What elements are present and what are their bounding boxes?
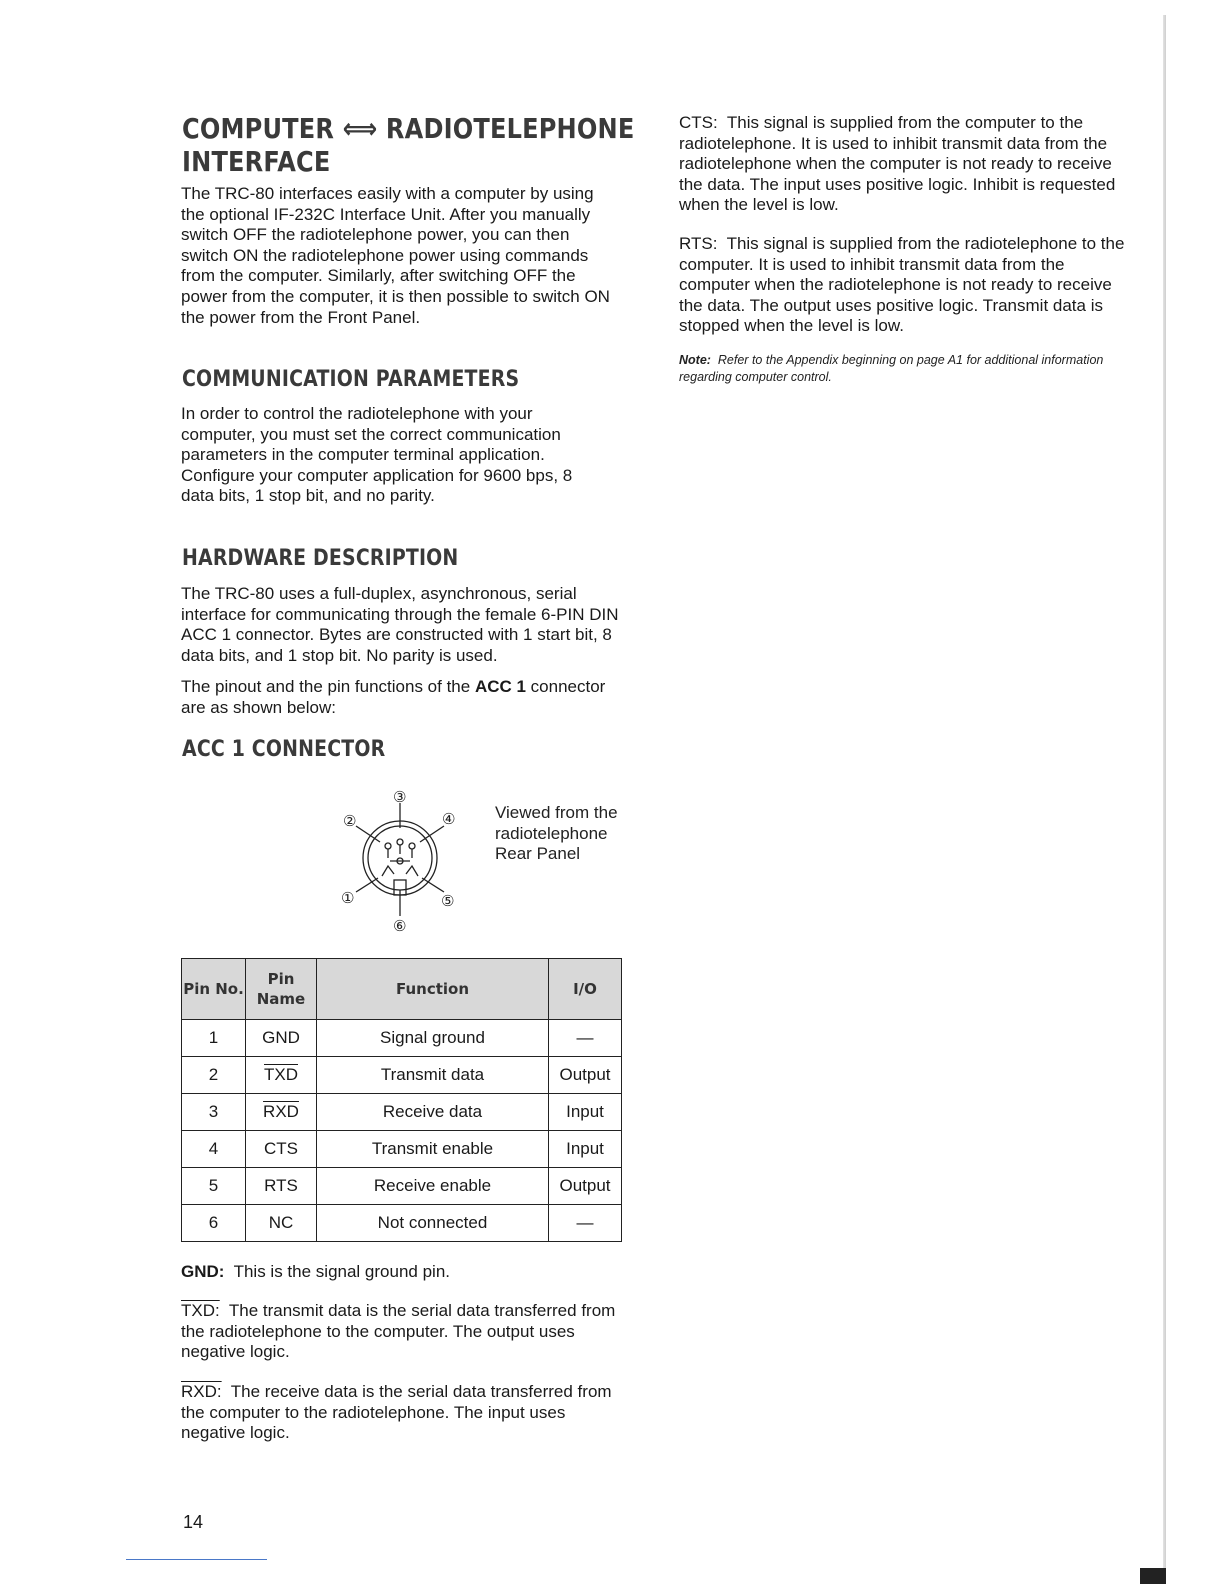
page-edge-shadow [1163,15,1166,1584]
rts-description: RTS: This signal is supplied from the radiotelephone to the computer. It is used to inhibit transmit data from the computer when the radiotelephone is not ready to receive the data. The output uses positive logic. Transmit data is stopped when the level is low. [679,234,1125,336]
cts-label: CTS: [679,113,718,132]
pin-label-4: ④ [442,810,456,828]
page-corner-shadow [1140,1568,1166,1584]
header-pin-no: Pin No. [182,959,246,1020]
rxd-description: RXD: The receive data is the serial data transferred from the computer to the radiotelephone. The input uses negative logic. [181,1382,612,1443]
page-number: 14 [183,1512,204,1532]
pin-label-2: ② [343,812,357,830]
table-row [182,1057,622,1094]
pin-label-6: ⑥ [393,917,407,935]
cell-name: $\overline{TXD}$ [246,1057,317,1094]
footer-divider [126,1559,267,1560]
header-pin-name: Pin Name [246,959,317,1020]
header-io: I/O [549,959,622,1020]
table-row [182,1205,622,1242]
acc1-bold: ACC 1 [474,677,526,696]
title-computer: COMPUTER [182,112,335,145]
cell-function: Receive data [317,1094,549,1131]
cell-function: Not connected [317,1205,549,1242]
rxd-label: RXD: [181,1382,222,1401]
din-connector-diagram [338,786,468,936]
cell-name: GND [246,1020,317,1057]
cell-name: RTS [246,1168,317,1205]
cell-io: Input [549,1094,622,1131]
bidirectional-arrow-icon: ⟺ [342,112,378,145]
section-title-interface-line2: INTERFACE [182,145,331,178]
intro-paragraph: The TRC-80 interfaces easily with a computer by using the optional IF-232C Interface Unit. After you manually switch OFF the radiotelephone power, you can then switch ON the radiotelephone power using commands from the computer. Similarly, after switching OFF the power from the computer, it is then possible to switch ON the power from the Front Panel. [181,184,610,327]
note-label: Note: [679,353,711,367]
communication-paragraph: In order to control the radiotelephone with your computer, you must set the correct communication parameters in the computer terminal application. Configure your computer application for 9600 bps, 8 data bits, 1 stop bit, and no parity. [181,404,573,506]
txd-label: TXD: [181,1301,220,1320]
cell-pin: 6 [182,1205,246,1242]
cell-function: Signal ground [317,1020,549,1057]
connector-caption: Viewed from the radiotelephone Rear Panel [495,803,618,863]
section-title-communication: COMMUNICATION PARAMETERS [182,367,520,392]
cell-function: Receive enable [317,1168,549,1205]
cts-description: CTS: This signal is supplied from the computer to the radiotelephone. It is used to inhibit transmit data from the radiotelephone when the computer is not ready to receive the data. The input uses positive logic. Inhibit is requested when the level is low. [679,113,1116,215]
section-title-hardware: HARDWARE DESCRIPTION [182,546,459,571]
cell-name: $\overline{RXD}$ [246,1094,317,1131]
table-row [182,1094,622,1131]
cell-io: — [549,1205,622,1242]
cell-function: Transmit enable [317,1131,549,1168]
gnd-label: GND: [181,1262,225,1281]
cell-pin: 1 [182,1020,246,1057]
title-radiotelephone: RADIOTELEPHONE [385,112,635,145]
pin-function-table [181,958,622,1242]
pinout-paragraph: The pinout and the pin functions of the ACC 1 connector are as shown below: [181,677,606,717]
note-text: Note: Refer to the Appendix beginning on page A1 for additional information regarding computer control. [679,353,1104,384]
table-row [182,1020,622,1057]
cell-pin: 2 [182,1057,246,1094]
cell-name: CTS [246,1131,317,1168]
section-title-interface [182,112,634,145]
cell-pin: 5 [182,1168,246,1205]
cell-io: Input [549,1131,622,1168]
cell-io: Output [549,1168,622,1205]
pin-label-1: ① [341,889,355,907]
cell-function: Transmit data [317,1057,549,1094]
header-function: Function [317,959,549,1020]
cell-io: Output [549,1057,622,1094]
hardware-paragraph: The TRC-80 uses a full-duplex, asynchronous, serial interface for communicating through the female 6-PIN DIN ACC 1 connector. Bytes are constructed with 1 start bit, 8 data bits, and 1 stop bit. No parity is used. [181,584,619,665]
gnd-description: GND: This is the signal ground pin. [181,1262,450,1281]
section-title-acc1-connector: ACC 1 CONNECTOR [182,737,386,762]
connector-body [356,803,444,916]
cell-pin: 3 [182,1094,246,1131]
txd-description: TXD: The transmit data is the serial data transferred from the radiotelephone to the computer. The output uses negative logic. [181,1301,616,1362]
pin-label-5: ⑤ [441,892,455,910]
cell-io: — [549,1020,622,1057]
pin-label-3: ③ [393,788,407,806]
table-row [182,1131,622,1168]
cell-pin: 4 [182,1131,246,1168]
table-header-row [182,959,622,1020]
rts-label: RTS: [679,234,718,253]
cell-name: NC [246,1205,317,1242]
table-row [182,1168,622,1205]
